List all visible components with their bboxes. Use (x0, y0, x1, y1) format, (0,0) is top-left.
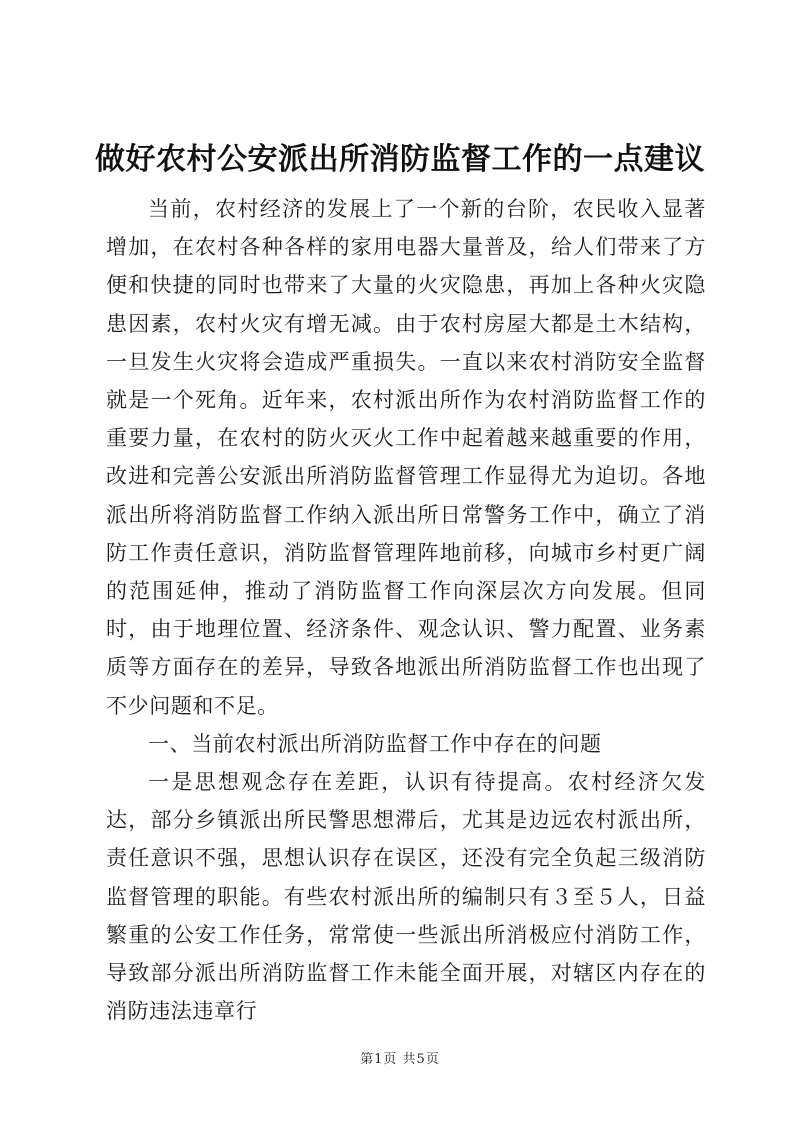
intro-paragraph: 当前，农村经济的发展上了一个新的台阶，农民收入显著增加，在农村各种各样的家用电器大量普及，给人们带来了方便和快捷的同时也带来了大量的火灾隐患，再加上各种火灾隐患因素，农村火灾有增无减。由于农村房屋大都是土木结构，一旦发生火灾将会造成严重损失。一直以来农村消防安全监督就是一个死角。近年来，农村派出所作为农村消防监督工作的重要力量，在农村的防火灭火工作中起着越来越重要的作用，改进和完善公安派出所消防监督管理工作显得尤为迫切。各地派出所将消防监督工作纳入派出所日常警务工作中，确立了消防工作责任意识，消防监督管理阵地前移，向城市乡村更广阔的范围延伸，推动了消防监督工作向深层次方向发展。但同时，由于地理位置、经济条件、观念认识、警力配置、业务素质等方面存在的差异，导致各地派出所消防监督工作也出现了不少问题和不足。 (106, 197, 706, 718)
document-title: 做好农村公安派出所消防监督工作的一点建议 (95, 142, 705, 177)
document-body (106, 190, 706, 1030)
section-heading: 一、当前农村派出所消防监督工作中存在的问题 (148, 731, 602, 756)
page-footer: 第1页 共5页 (360, 1052, 440, 1067)
body-paragraph: 一是思想观念存在差距，认识有待提高。农村经济欠发达，部分乡镇派出所民警思想滞后，尤其是边远农村派出所，责任意识不强，思想认识存在误区，还没有完全负起三级消防监督管理的职能。有些农村派出所的编制只有３至５人，日益繁重的公安工作任务，常常使一些派出所消极应付消防工作，导致部分派出所消防监督工作未能全面开展，对辖区内存在的消防违法违章行 (106, 770, 706, 1024)
